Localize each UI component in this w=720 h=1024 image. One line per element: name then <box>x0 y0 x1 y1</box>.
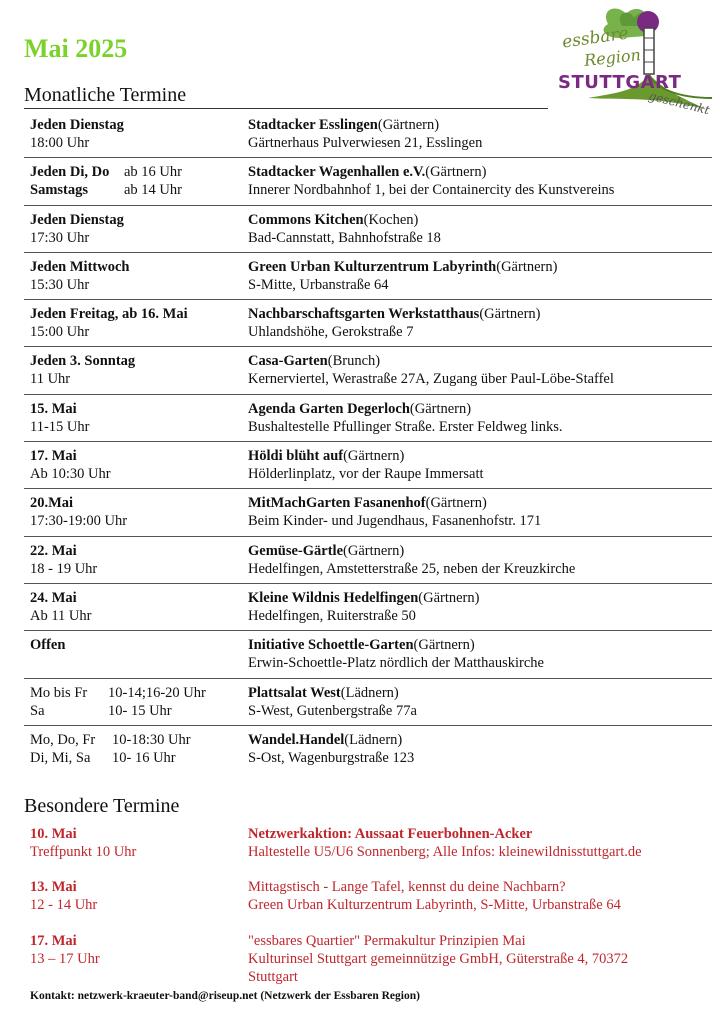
row-when <box>24 352 248 393</box>
row-where <box>248 305 712 346</box>
row-address: S-Ost, Wagenburgstraße 123 <box>248 749 415 766</box>
row-venue-name: Agenda Garten Degerloch <box>248 400 410 417</box>
row-where <box>248 163 712 204</box>
row-where <box>248 589 712 630</box>
row-address: Hölderlinplatz, vor der Raupe Immersatt <box>248 466 484 483</box>
row-venue-name: Casa-Garten <box>248 353 328 370</box>
row-venue-name: Kleine Wildnis Hedelfingen <box>248 589 419 606</box>
row-venue-name: Stadtacker Esslingen <box>248 117 378 133</box>
row-where <box>248 352 712 393</box>
row-where <box>248 258 712 299</box>
row-venue-name: Stadtacker Wagenhallen e.V. <box>248 164 426 181</box>
special-event-location: Green Urban Kulturzentrum Labyrinth, S-Mitte, Urbanstraße 64 <box>248 897 621 913</box>
row-when-day: 22. Mai <box>30 542 77 559</box>
table-row <box>24 253 712 300</box>
row-address: Hedelfingen, Amstetterstraße 25, neben der Kreuzkirche <box>248 560 576 577</box>
table-row <box>24 206 712 253</box>
row-when-day: Jeden Freitag, ab 16. Mai <box>30 306 188 323</box>
special-event-date: 13. Mai <box>30 879 77 895</box>
row-address: S-West, Gutenbergstraße 77a <box>248 702 417 719</box>
table-row <box>24 300 712 347</box>
row-when-time: 10-18:30 Uhr <box>112 731 191 748</box>
row-where <box>248 116 712 157</box>
row-when-day: Jeden Di, Do <box>30 164 110 181</box>
essbare-region-logo <box>548 2 716 120</box>
logo-line-essbare: essbare <box>560 23 630 53</box>
row-address: Beim Kinder- und Jugendhaus, Fasanenhofstr. 171 <box>248 513 542 530</box>
logo-line-region: Region <box>583 45 642 70</box>
row-address: S-Mitte, Urbanstraße 64 <box>248 276 389 293</box>
row-activity: (Gärtnern) <box>413 637 475 654</box>
monthly-section-title: Monatliche Termine <box>24 84 548 109</box>
row-activity: (Brunch) <box>327 353 381 370</box>
row-activity: (Gärtnern) <box>343 542 405 559</box>
row-when <box>24 258 248 299</box>
row-when-day: Samstags <box>30 182 89 199</box>
table-row <box>24 395 712 442</box>
table-row <box>24 679 712 726</box>
row-venue-name: Gemüse-Gärtle <box>248 542 344 559</box>
special-event <box>24 825 712 861</box>
row-when-time: ab 14 Uhr <box>124 182 182 199</box>
row-when-time: 11-15 Uhr <box>30 418 90 435</box>
row-when <box>24 636 248 677</box>
row-when <box>24 116 248 157</box>
table-row <box>24 158 712 205</box>
row-when-day: Offen <box>30 637 66 654</box>
special-event <box>24 878 712 914</box>
row-when <box>24 684 248 725</box>
row-activity: (Gärtnern) <box>418 589 480 606</box>
row-when-time: 10- 15 Uhr <box>108 702 172 719</box>
special-event-title: Netzwerkaktion: Aussaat Feuerbohnen-Acker <box>248 826 533 842</box>
special-event-location: Haltestelle U5/U6 Sonnenberg; Alle Infos: kleinewildnisstuttgart.de <box>248 844 642 860</box>
row-when-day: Jeden Dienstag <box>30 211 124 228</box>
row-address: Hedelfingen, Ruiterstraße 50 <box>248 607 416 624</box>
row-activity: (Gärtnern) <box>425 495 487 512</box>
row-activity: (Lädnern) <box>340 684 399 701</box>
logo-tagline: geschenkt <box>647 88 712 118</box>
row-when-day: Jeden Dienstag <box>30 117 124 133</box>
row-when <box>24 211 248 252</box>
row-address: Innerer Nordbahnhof 1, bei der Containercity des Kunstvereins <box>248 182 615 199</box>
row-when-time: 15:30 Uhr <box>30 276 90 293</box>
row-where <box>248 211 712 252</box>
row-activity: (Gärtnern) <box>496 258 558 275</box>
row-when-day: 17. Mai <box>30 448 77 465</box>
row-when-time: Ab 10:30 Uhr <box>30 466 111 483</box>
special-event-date: 10. Mai <box>30 826 77 842</box>
special-event-location: Kulturinsel Stuttgart gemeinnützige GmbH, Güterstraße 4, 70372 <box>248 951 629 967</box>
row-when-time: ab 16 Uhr <box>124 164 182 181</box>
special-event <box>24 932 712 986</box>
row-when-day: Jeden Mittwoch <box>30 258 130 275</box>
table-row <box>24 489 712 536</box>
row-when-time: 15:00 Uhr <box>30 324 90 341</box>
row-venue-name: Wandel.Handel <box>248 731 345 748</box>
row-when-day: Mo, Do, Fr <box>30 731 96 748</box>
table-row <box>24 631 712 678</box>
row-address: Bad-Cannstatt, Bahnhofstraße 18 <box>248 229 441 246</box>
table-row <box>24 537 712 584</box>
row-activity: (Gärtnern) <box>409 400 472 417</box>
special-event-time: 13 – 17 Uhr <box>30 951 100 967</box>
special-event-title: "essbares Quartier" Permakultur Prinzipien Mai <box>248 933 526 949</box>
row-when <box>24 163 248 204</box>
row-when-day: Jeden 3. Sonntag <box>30 353 136 370</box>
table-row <box>24 584 712 631</box>
row-activity: (Gärtnern) <box>425 164 487 181</box>
row-when-day: 15. Mai <box>30 400 77 417</box>
row-address: Bushaltestelle Pfullinger Straße. Erster Feldweg links. <box>248 418 563 435</box>
row-when-time: 18 - 19 Uhr <box>30 560 98 577</box>
table-row <box>24 347 712 394</box>
monthly-schedule-table <box>24 111 712 773</box>
row-venue-name: Green Urban Kulturzentrum Labyrinth <box>248 258 497 275</box>
special-event-location-cont: Stuttgart <box>248 969 298 985</box>
row-venue-name: Plattsalat West <box>248 684 341 701</box>
special-event-time: Treffpunkt 10 Uhr <box>30 844 137 860</box>
row-when-day: Di, Mi, Sa <box>30 749 91 766</box>
row-venue-name: MitMachGarten Fasanenhof <box>248 495 426 512</box>
row-when-time: 17:30 Uhr <box>30 229 90 246</box>
page-title: Mai 2025 <box>24 34 128 63</box>
row-when-time: 10- 16 Uhr <box>112 749 176 766</box>
special-event-title: Mittagstisch - Lange Tafel, kennst du deine Nachbarn? <box>248 879 566 895</box>
row-when-time: 11 Uhr <box>30 371 71 388</box>
row-activity: (Kochen) <box>363 211 419 228</box>
row-activity: (Gärtnern) <box>377 117 440 133</box>
row-when <box>24 589 248 630</box>
row-when <box>24 494 248 535</box>
row-when-time: 10-14;16-20 Uhr <box>108 684 206 701</box>
row-when-day: 20.Mai <box>30 495 74 512</box>
row-where <box>248 731 712 773</box>
table-row <box>24 111 712 158</box>
row-where <box>248 636 712 677</box>
row-when-day: Mo bis Fr <box>30 684 88 701</box>
contact-line: Kontakt: netzwerk-kraeuter-band@riseup.net (Netzwerk der Essbaren Region) <box>30 990 420 1002</box>
row-activity: (Gärtnern) <box>343 448 405 465</box>
row-venue-name: Commons Kitchen <box>248 211 364 228</box>
special-section-title: Besondere Termine <box>24 795 180 817</box>
row-when <box>24 447 248 488</box>
row-when <box>24 731 248 773</box>
row-where <box>248 494 712 535</box>
special-event-time: 12 - 14 Uhr <box>30 897 98 913</box>
row-address: Kernerviertel, Werastraße 27A, Zugang über Paul-Löbe-Staffel <box>248 371 614 388</box>
row-when-time: 17:30-19:00 Uhr <box>30 513 128 530</box>
logo-line-stuttgart: STUTTGART <box>558 72 682 93</box>
row-when <box>24 542 248 583</box>
row-when-time: Ab 11 Uhr <box>30 607 92 624</box>
table-row <box>24 726 712 773</box>
row-venue-name: Nachbarschaftsgarten Werkstatthaus <box>248 306 480 323</box>
row-when-day: 24. Mai <box>30 589 77 606</box>
row-venue-name: Initiative Schoettle-Garten <box>248 637 414 654</box>
table-row <box>24 442 712 489</box>
row-when-time: 18:00 Uhr <box>30 135 90 151</box>
row-where <box>248 447 712 488</box>
row-venue-name: Höldi blüht auf <box>248 448 344 465</box>
row-address: Gärtnerhaus Pulverwiesen 21, Esslingen <box>248 135 483 151</box>
row-address: Uhlandshöhe, Gerokstraße 7 <box>248 324 414 341</box>
row-when-day: Sa <box>30 702 45 719</box>
special-event-date: 17. Mai <box>30 933 77 949</box>
row-activity: (Gärtnern) <box>479 306 541 323</box>
row-activity: (Lädnern) <box>344 731 403 748</box>
row-when <box>24 305 248 346</box>
row-where <box>248 684 712 725</box>
row-where <box>248 542 712 583</box>
row-address: Erwin-Schoettle-Platz nördlich der Matthauskirche <box>248 655 544 672</box>
row-when <box>24 400 248 441</box>
row-where <box>248 400 712 441</box>
